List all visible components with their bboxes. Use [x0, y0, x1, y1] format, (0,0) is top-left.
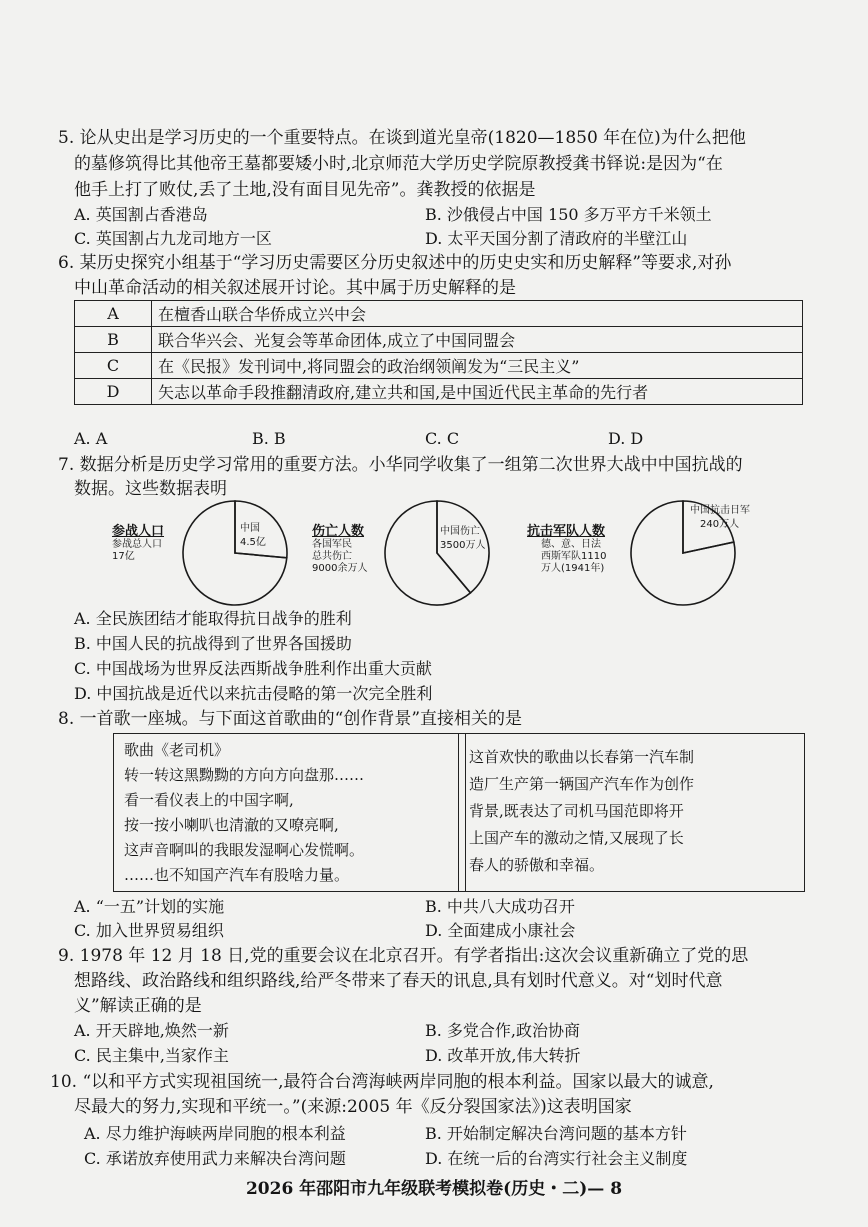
q5-stem-line-3: 他手上打了败仗,丢了土地,没有面目见先帝”。龚教授的依据是 [74, 180, 536, 200]
pie-1-slice-label-2: 4.5亿 [240, 537, 266, 548]
pie-1-slice-label-1: 中国 [240, 523, 260, 534]
q10-option-d: D. 在统一后的台湾实行社会主义制度 [425, 1149, 688, 1168]
table-row [75, 327, 803, 353]
pie-3-legend [527, 520, 606, 575]
song-line-4: 这声音啊叫的我眼发湿啊心发慌啊。 [124, 841, 365, 859]
q5-stem-line-2: 的墓修筑得比其他帝王墓都要矮小时,北京师范大学历史学院原教授龚书铎说:是因为“在 [74, 154, 723, 174]
q8-stem-line-1: 8. 一首歌一座城。与下面这首歌曲的“创作背景”直接相关的是 [58, 709, 523, 729]
pie-3-sub-3: 万人(1941年) [541, 563, 605, 574]
q6-table [74, 300, 803, 405]
description-line-5: 春人的骄傲和幸福。 [469, 856, 605, 874]
q5-option-d: D. 太平天国分割了清政府的半壁江山 [425, 229, 688, 248]
pie-2-legend [312, 520, 367, 575]
q6-option-a: A. A [74, 429, 108, 448]
description-line-4: 上国产车的激动之情,又展现了长 [469, 829, 684, 847]
song-line-3: 按一按小喇叭也清澈的又嘹亮啊, [124, 816, 339, 834]
q5-option-c: C. 英国割占九龙司地方一区 [74, 229, 272, 248]
q10-option-a: A. 尽力维护海峡两岸同胞的根本利益 [84, 1124, 346, 1143]
q6-option-c: C. C [425, 429, 460, 448]
table-row [75, 353, 803, 379]
pie-slice-other [385, 501, 470, 605]
pie-3-slice-label-1: 中国抗击日军 [690, 505, 750, 516]
q9-stem-line-2: 想路线、政治路线和组织路线,给严冬带来了春天的讯息,具有划时代意义。对“划时代意 [74, 971, 723, 991]
q6-stem-line-2: 中山革命活动的相关叙述展开讨论。其中属于历史解释的是 [74, 278, 516, 298]
q5-option-b: B. 沙俄侵占中国 150 多万平方千米领土 [425, 205, 712, 224]
table-row [75, 301, 803, 327]
table-cell: 在《民报》发刊词中,将同盟会的政治纲领阐发为“三民主义” [152, 353, 803, 379]
table-cell: 在檀香山联合华侨成立兴中会 [152, 301, 803, 327]
song-line-5: ……也不知国产汽车有股啥力量。 [124, 866, 350, 884]
description-line-2: 造厂生产第一辆国产汽车作为创作 [469, 775, 695, 793]
q9-stem-line-3: 义”解读正确的是 [74, 996, 202, 1016]
pie-1-sub-1: 参战总人口 [112, 539, 162, 550]
q7-option-c: C. 中国战场为世界反法西斯战争胜利作出重大贡献 [74, 659, 432, 678]
pie-1-sub-2: 17亿 [112, 551, 135, 562]
description-line-1: 这首欢快的歌曲以长春第一汽车制 [469, 748, 695, 766]
pie-2-sub-2: 总共伤亡 [312, 551, 352, 562]
q8-option-c: C. 加入世界贸易组织 [74, 921, 224, 940]
pie-3-sub-2: 西斯军队1110 [541, 551, 607, 562]
song-title: 歌曲《老司机》 [124, 741, 230, 759]
q8-option-d: D. 全面建成小康社会 [425, 921, 576, 940]
q10-option-b: B. 开始制定解决台湾问题的基本方针 [425, 1124, 687, 1143]
pie-1-legend [112, 520, 164, 563]
q7-option-a: A. 全民族团结才能取得抗日战争的胜利 [74, 609, 352, 628]
q9-option-c: C. 民主集中,当家作主 [74, 1046, 229, 1065]
q7-stem-line-1: 7. 数据分析是历史学习常用的重要方法。小华同学收集了一组第二次世界大战中中国抗战的 [58, 455, 743, 475]
pie-2-title: 伤亡人数 [312, 524, 365, 539]
q6-option-d: D. D [608, 429, 644, 448]
pie-2-sub-1: 各国军民 [312, 539, 352, 550]
q5-option-a: A. 英国割占香港岛 [74, 205, 208, 224]
q10-stem-line-2: 尽最大的努力,实现和平统一。”(来源:2005 年《反分裂国家法》)这表明国家 [74, 1097, 632, 1117]
q9-option-a: A. 开天辟地,焕然一新 [74, 1021, 229, 1040]
q10-option-c: C. 承诺放弃使用武力来解决台湾问题 [84, 1149, 346, 1168]
pie-3-sub-1: 德、意、日法 [541, 539, 601, 550]
table-cell: 联合华兴会、光复会等革命团体,成立了中国同盟会 [152, 327, 803, 353]
pie-chart-1 [180, 498, 290, 608]
q7-stem-line-2: 数据。这些数据表明 [74, 479, 227, 499]
song-line-1: 转一转这黑黝黝的方向方向盘那…… [124, 766, 365, 784]
pie-chart-2 [382, 498, 492, 608]
page-footer: 2026 年邵阳市九年级联考模拟卷(历史・二)— 8 [245, 1179, 623, 1199]
q9-option-b: B. 多党合作,政治协商 [425, 1021, 581, 1040]
song-line-2: 看一看仪表上的中国字啊, [124, 791, 294, 809]
table-key: A [75, 301, 152, 327]
pie-2-slice-label-1: 中国伤亡 [440, 526, 480, 537]
description-line-3: 背景,既表达了司机马国范即将开 [469, 802, 684, 820]
pie-2-sub-3: 9000余万人 [312, 563, 368, 574]
q9-stem-line-1: 9. 1978 年 12 月 18 日,党的重要会议在北京召开。有学者指出:这次会议重新确立了党的思 [58, 946, 749, 966]
q8-option-a: A. “一五”计划的实施 [74, 897, 225, 916]
table-key: D [75, 379, 152, 405]
table-cell: 矢志以革命手段推翻清政府,建立共和国,是中国近代民主革命的先行者 [152, 379, 803, 405]
q6-option-b: B. B [252, 429, 286, 448]
pie-2-slice-label-2: 3500万人 [440, 540, 486, 551]
table-key: B [75, 327, 152, 353]
pie-3-slice-label-2: 240万人 [700, 519, 740, 530]
table-row [75, 379, 803, 405]
q8-option-b: B. 中共八大成功召开 [425, 897, 575, 916]
q9-option-d: D. 改革开放,伟大转折 [425, 1046, 581, 1065]
pie-3-title: 抗击军队人数 [527, 524, 606, 539]
q10-stem-line-1: 10. “以和平方式实现祖国统一,最符合台湾海峡两岸同胞的根本利益。国家以最大的诚意, [50, 1072, 714, 1092]
table-key: C [75, 353, 152, 379]
q5-stem-line-1: 5. 论从史出是学习历史的一个重要特点。在谈到道光皇帝(1820—1850 年在位)为什么把他 [58, 128, 746, 148]
q6-stem-line-1: 6. 某历史探究小组基于“学习历史需要区分历史叙述中的历史史实和历史解释”等要求,对孙 [58, 253, 732, 273]
q8-material-box [113, 733, 805, 892]
q7-option-d: D. 中国抗战是近代以来抗击侵略的第一次完全胜利 [74, 684, 433, 703]
box-divider [458, 734, 466, 891]
pie-1-title: 参战人口 [112, 524, 165, 539]
q7-option-b: B. 中国人民的抗战得到了世界各国援助 [74, 634, 352, 653]
